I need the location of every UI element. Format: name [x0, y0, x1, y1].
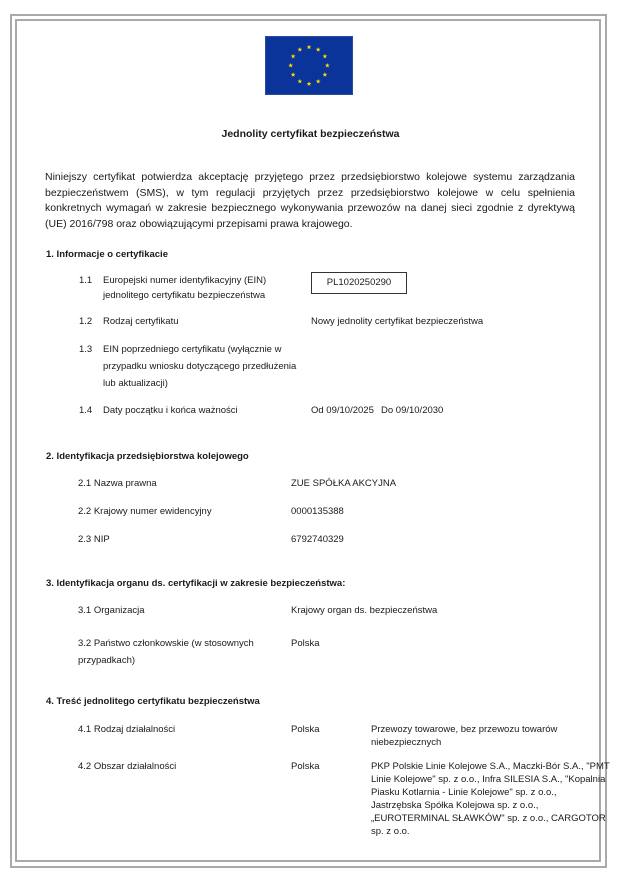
flag-star-icon [316, 79, 321, 84]
row-2-2-label: 2.2 Krajowy numer ewidencyjny [78, 506, 212, 517]
row-4-2-detail-line-6: sp. z o.o. [371, 826, 410, 837]
section-3-heading: 3. Identyfikacja organu ds. certyfikacji w zakresie bezpieczeństwa: [46, 578, 346, 589]
ein-value-box: PL1020250290 [311, 272, 407, 294]
section-2-heading: 2. Identyfikacja przedsiębiorstwa kolejowego [46, 451, 249, 462]
flag-star-icon [297, 47, 302, 52]
row-4-2-detail-line-5: „EUROTERMINAL SŁAWKÓW" sp. z o.o., CARGOTOR [371, 813, 606, 824]
row-1-1-label-line-1: Europejski numer identyfikacyjny (EIN) [103, 275, 267, 286]
row-3-2-label-line-2: przypadkach) [78, 655, 136, 666]
intro-paragraph: Niniejszy certyfikat potwierdza akceptację przyjętego przez przedsiębiorstwo kolejowe systemu zarządzania bezpieczeństwem (SMS), w tym regulacji przyjętych przez przedsiębiorstwo kolejowe w celu spełnienia konkretnych wymagań w zakresie bezpiecznego wykonywania przewozów na danej sieci zgodnie z dyrektywą (UE) 2016/798 oraz obowiązującymi przepisami prawa krajowego. [45, 171, 575, 230]
row-1-4-label: Daty początku i końca ważności [103, 405, 238, 416]
section-1-heading: 1. Informacje o certyfikacie [46, 249, 168, 260]
row-4-1-detail-line-2: niebezpiecznych [371, 737, 442, 748]
eu-flag-stars [266, 37, 352, 94]
row-3-2-label-line-1: 3.2 Państwo członkowskie (w stosownych [78, 638, 254, 649]
row-1-2-value: Nowy jednolity certyfikat bezpieczeństwa [311, 316, 484, 327]
row-4-1-country: Polska [291, 724, 320, 735]
row-4-2-detail-line-2: Linie Kolejowe" sp. z o.o., Infra SILESIA S.A., "Kopalnia [371, 774, 606, 785]
validity-start-date: Od 09/10/2025 [311, 405, 374, 416]
row-4-1-label: 4.1 Rodzaj działalności [78, 724, 176, 735]
row-1-3-label-line-3: lub aktualizacji) [103, 378, 168, 389]
flag-star-icon [307, 81, 312, 86]
row-2-2-value: 0000135388 [291, 506, 344, 517]
row-1-2-number: 1.2 [79, 316, 93, 327]
row-4-2-detail-line-3: Piasku Kotlarnia - Linie Kolejowe" sp. z o.o., [371, 787, 557, 798]
row-2-3-label: 2.3 NIP [78, 534, 110, 545]
row-1-1-label-line-2: jednolitego certyfikatu bezpieczeństwa [103, 290, 266, 301]
eu-flag-icon [265, 36, 353, 95]
row-1-3-number: 1.3 [79, 344, 93, 355]
row-2-1-value: ZUE SPÓŁKA AKCYJNA [291, 478, 397, 489]
row-1-4-number: 1.4 [79, 405, 93, 416]
flag-star-icon [307, 45, 312, 50]
validity-end-date: Do 09/10/2030 [381, 405, 444, 416]
row-2-1-label: 2.1 Nazwa prawna [78, 478, 157, 489]
row-4-2-detail-line-1: PKP Polskie Linie Kolejowe S.A., Maczki-Bór S.A., "PMT [371, 761, 610, 772]
row-4-2-country: Polska [291, 761, 320, 772]
row-4-2-label: 4.2 Obszar działalności [78, 761, 177, 772]
flag-star-icon [297, 79, 302, 84]
row-1-1-number: 1.1 [79, 275, 93, 286]
flag-star-icon [291, 72, 296, 77]
row-1-3-label-line-2: przypadku wniosku dotyczącego przedłużenia [103, 361, 297, 372]
flag-star-icon [288, 63, 293, 68]
row-4-2-detail-line-4: Jastrzębska Spółka Kolejowa sp. z o.o., [371, 800, 539, 811]
flag-star-icon [325, 63, 330, 68]
row-3-1-value: Krajowy organ ds. bezpieczeństwa [291, 605, 438, 616]
row-3-1-label: 3.1 Organizacja [78, 605, 145, 616]
row-2-3-value: 6792740329 [291, 534, 344, 545]
row-3-2-value: Polska [291, 638, 320, 649]
flag-star-icon [316, 47, 321, 52]
row-1-3-label-line-1: EIN poprzedniego certyfikatu (wyłącznie w [103, 344, 282, 355]
document-title: Jednolity certyfikat bezpieczeństwa [221, 128, 400, 140]
flag-star-icon [323, 54, 328, 59]
section-4-heading: 4. Treść jednolitego certyfikatu bezpieczeństwa [46, 696, 260, 707]
flag-star-icon [291, 54, 296, 59]
row-4-1-detail-line-1: Przewozy towarowe, bez przewozu towarów [371, 724, 558, 735]
flag-star-icon [323, 72, 328, 77]
row-1-2-label: Rodzaj certyfikatu [103, 316, 179, 327]
